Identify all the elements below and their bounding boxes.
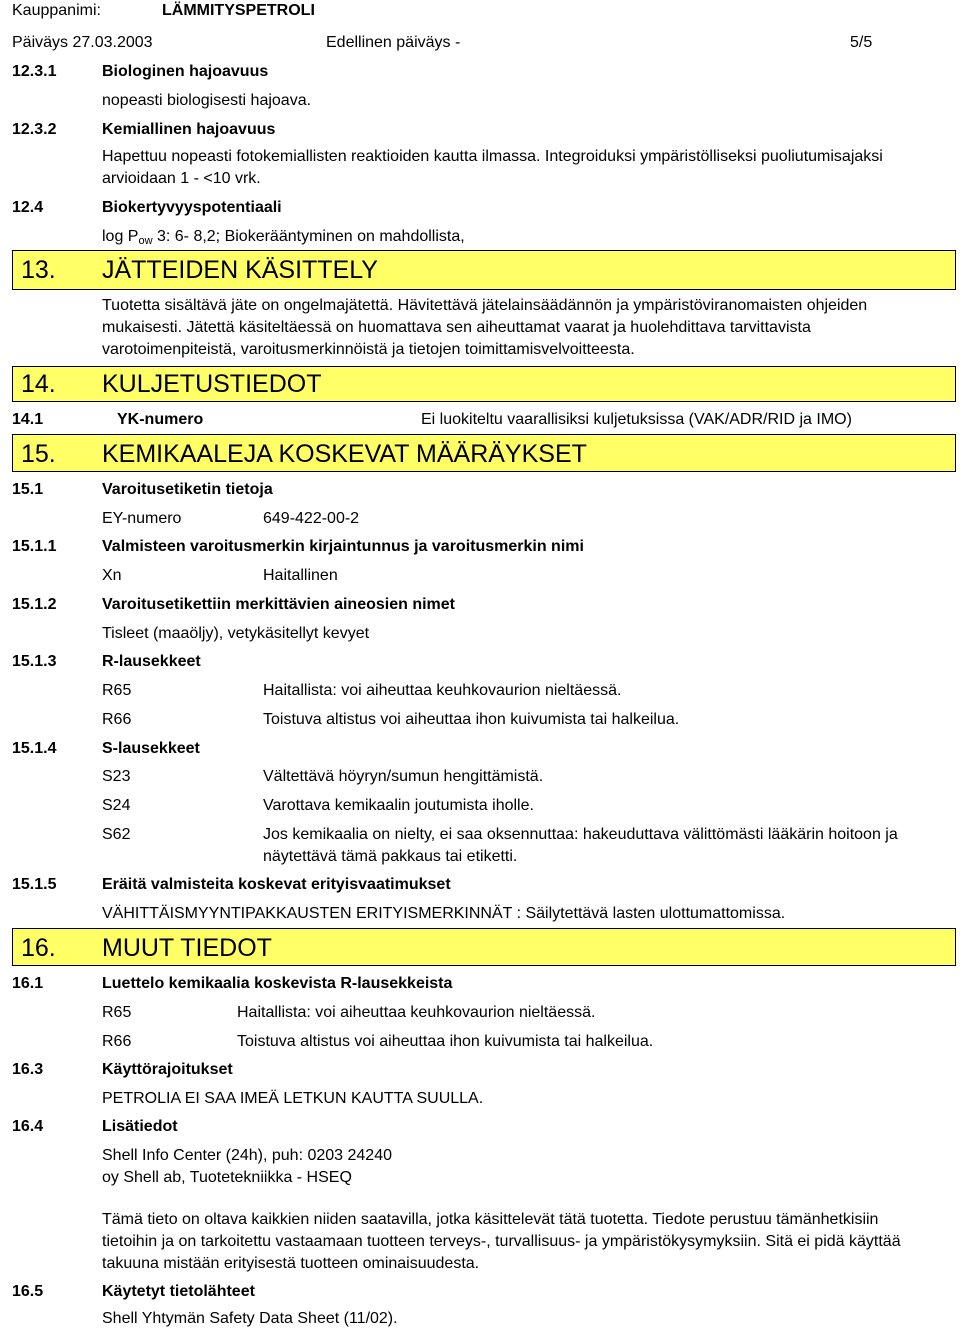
- hazard-symbol-code: Xn: [102, 567, 122, 584]
- r-phrase-text: Haitallista: voi aiheuttaa keuhkovaurion nieltäessä.: [263, 682, 622, 699]
- ey-number-value: 649-422-00-2: [263, 510, 360, 527]
- section-text-16-5: Shell Yhtymän Safety Data Sheet (11/02).: [102, 1310, 398, 1327]
- section-text-12-3-2: Hapettuu nopeasti fotokemiallisten reaktioiden kautta ilmassa. Integroiduksi ympäristölliseksi puoliutumisajaksi arvioidaan 1 - <10 vrk.: [102, 148, 883, 187]
- section-title-15-1-4: S-lausekkeet: [102, 740, 200, 757]
- s-phrase-text: Varottava kemikaalin joutumista iholle.: [263, 797, 534, 814]
- r-phrase-text: Haitallista: voi aiheuttaa keuhkovaurion nieltäessä.: [237, 1004, 596, 1021]
- s-phrase-code: S23: [102, 768, 131, 785]
- ey-number-label: EY-numero: [102, 510, 182, 527]
- section-number-15-1-1: 15.1.1: [12, 538, 57, 555]
- section-number-15-1-3: 15.1.3: [12, 653, 57, 670]
- r-phrase-code: R65: [102, 1004, 132, 1021]
- r-phrase-code: R66: [102, 1033, 132, 1050]
- section-title-12-3-1: Biologinen hajoavuus: [102, 63, 269, 80]
- company-label: Kauppanimi:: [12, 2, 101, 19]
- section-title-16-3: Käyttörajoitukset: [102, 1061, 233, 1078]
- section-text-15-1-5: VÄHITTÄISMYYNTIPAKKAUSTEN ERITYISMERKINNÄT : Säilytettävä lasten ulottumattomissa.: [102, 905, 786, 922]
- section-title-16-1: Luettelo kemikaalia koskevista R-lausekkeista: [102, 975, 453, 992]
- log-p-value: 3: 6- 8,2; Biokerääntyminen on mahdollista,: [152, 228, 465, 245]
- section-number-16: 16.: [21, 934, 56, 962]
- section-title-15-1-5: Eräitä valmisteita koskevat erityisvaatimukset: [102, 876, 451, 893]
- section-number-15-1-2: 15.1.2: [12, 596, 57, 613]
- date-label: Päiväys 27.03.2003: [12, 34, 153, 51]
- section-title-12-3-2: Kemiallinen hajoavuus: [102, 121, 276, 138]
- contact-line-1: Shell Info Center (24h), puh: 0203 24240: [102, 1147, 392, 1164]
- section-text-15-1-2: Tisleet (maaöljy), vetykäsitellyt kevyet: [102, 625, 370, 642]
- section-title-15-1-3: R-lausekkeet: [102, 653, 201, 670]
- section-text-12-3-1: nopeasti biologisesti hajoava.: [102, 92, 312, 109]
- section-number-15-1-4: 15.1.4: [12, 740, 57, 757]
- section-title-13: JÄTTEIDEN KÄSITTELY: [102, 256, 378, 284]
- section-number-15: 15.: [21, 440, 56, 468]
- section-band-14: [12, 366, 956, 402]
- section-title-14: KULJETUSTIEDOT: [102, 370, 322, 398]
- section-number-15-1-5: 15.1.5: [12, 876, 57, 893]
- section-title-12-4: Biokertyvyyspotentiaali: [102, 199, 282, 216]
- company-name: LÄMMITYSPETROLI: [162, 2, 315, 19]
- section-number-16-3: 16.3: [12, 1061, 44, 1078]
- section-number-16-5: 16.5: [12, 1283, 44, 1300]
- s-phrase-text: Jos kemikaalia on nielty, ei saa oksennuttaa: hakeuduttava välittömästi lääkärin hoitoon ja näytettävä tämä pakkaus tai etiketti.: [263, 826, 898, 865]
- r-phrase-code: R65: [102, 682, 132, 699]
- section-number-12-4: 12.4: [12, 199, 44, 216]
- s-phrase-text: Vältettävä höyryn/sumun hengittämistä.: [263, 768, 544, 785]
- section-title-15-1-2: Varoitusetikettiin merkittävien aineosien nimet: [102, 596, 455, 613]
- section-title-16: MUUT TIEDOT: [102, 934, 272, 962]
- section-number-15-1: 15.1: [12, 481, 44, 498]
- section-band-13: [12, 250, 956, 290]
- section-title-14-1: YK-numero: [117, 411, 204, 428]
- s-phrase-code: S24: [102, 797, 131, 814]
- section-number-16-1: 16.1: [12, 975, 44, 992]
- page-number: 5/5: [850, 34, 873, 51]
- section-band-15: [12, 434, 956, 472]
- r-phrase-text: Toistuva altistus voi aiheuttaa ihon kuivumista tai halkeilua.: [237, 1033, 654, 1050]
- section-text-12-4: [102, 226, 465, 248]
- section-number-13: 13.: [21, 256, 56, 284]
- section-title-15-1: Varoitusetiketin tietoja: [102, 481, 273, 498]
- contact-line-2: oy Shell ab, Tuotetekniikka - HSEQ: [102, 1169, 352, 1186]
- section-number-12-3-1: 12.3.1: [12, 63, 57, 80]
- section-text-13: Tuotetta sisältävä jäte on ongelmajätettä. Hävitettävä jätelainsäädännön ja ympäristöviranomaisten ohjeiden mukaisesti. Jätettä käsiteltäessä on huomattava sen aiheuttamat vaarat ja huolehdittava tarvittavista varotoimenpiteistä, varoitusmerkinnöistä ja tietojen toimittamisvelvoitteesta.: [102, 297, 868, 358]
- section-number-16-4: 16.4: [12, 1118, 44, 1135]
- previous-date-label: Edellinen päiväys -: [326, 34, 461, 51]
- hazard-symbol-name: Haitallinen: [263, 567, 338, 584]
- un-number-value: Ei luokiteltu vaarallisiksi kuljetuksissa (VAK/ADR/RID ja IMO): [421, 411, 852, 428]
- log-p-subscript: ow: [138, 235, 153, 247]
- log-p-label: log P: [102, 228, 139, 245]
- section-number-14-1: 14.1: [12, 411, 44, 428]
- r-phrase-text: Toistuva altistus voi aiheuttaa ihon kuivumista tai halkeilua.: [263, 711, 680, 728]
- section-title-16-5: Käytetyt tietolähteet: [102, 1283, 255, 1300]
- section-text-16-3: PETROLIA EI SAA IMEÄ LETKUN KAUTTA SUULLA.: [102, 1090, 484, 1107]
- section-number-12-3-2: 12.3.2: [12, 121, 57, 138]
- disclaimer-paragraph: Tämä tieto on oltava kaikkien niiden saatavilla, jotka käsittelevät tätä tuotetta. Tiedote perustuu tämänhetkisiin tietoihin ja on tarkoitettu vastaamaan tuotteen terveys-, turvallisuus- ja ympäristökysymyksiin. Sitä ei pidä käyttää takuuna mistään erityisestä tuotteen ominaisuudesta.: [102, 1211, 901, 1272]
- section-band-16: [12, 928, 956, 966]
- section-title-15-1-1: Valmisteen varoitusmerkin kirjaintunnus ja varoitusmerkin nimi: [102, 538, 584, 555]
- r-phrase-code: R66: [102, 711, 132, 728]
- s-phrase-code: S62: [102, 826, 131, 843]
- section-title-15: KEMIKAALEJA KOSKEVAT MÄÄRÄYKSET: [102, 440, 587, 468]
- section-number-14: 14.: [21, 370, 56, 398]
- section-title-16-4: Lisätiedot: [102, 1118, 178, 1135]
